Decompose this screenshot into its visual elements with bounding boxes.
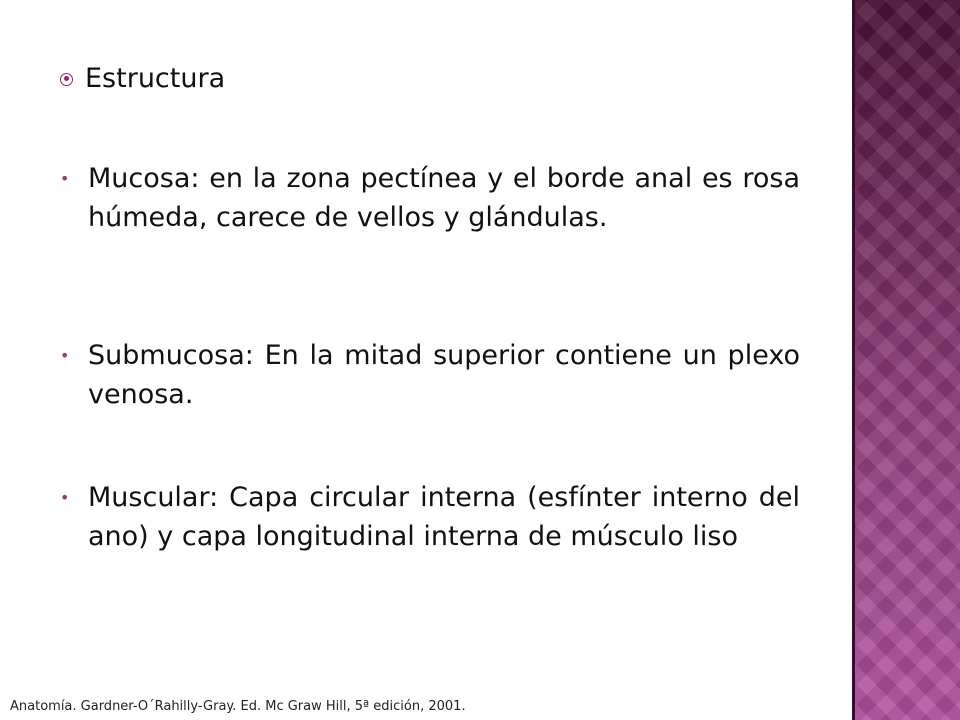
circle-bullet-icon	[60, 73, 73, 86]
bullet-text-submucosa: Submucosa: En la mitad superior contiene un plexo venosa.	[88, 340, 800, 410]
bullet-dot-icon: •	[60, 169, 70, 188]
bullet-dot-icon: •	[60, 346, 70, 365]
bullet-dot-icon: •	[60, 488, 70, 507]
side-panel-edge	[852, 0, 855, 720]
list-item	[60, 159, 800, 237]
heading-row	[60, 58, 225, 100]
list-item	[60, 336, 800, 414]
citation-footnote: Anatomía. Gardner-O´Rahilly-Gray. Ed. Mc Graw Hill, 5ª edición, 2001.	[10, 699, 466, 714]
bullet-text-mucosa: Mucosa: en la zona pectínea y el borde anal es rosa húmeda, carece de vellos y glándulas.	[88, 163, 800, 233]
decorative-side-panel	[852, 0, 960, 720]
bullet-text-muscular: Muscular: Capa circular interna (esfínter interno del ano) y capa longitudinal interna de músculo liso	[88, 482, 800, 552]
list-item	[60, 478, 800, 556]
slide-heading: Estructura	[85, 63, 226, 94]
